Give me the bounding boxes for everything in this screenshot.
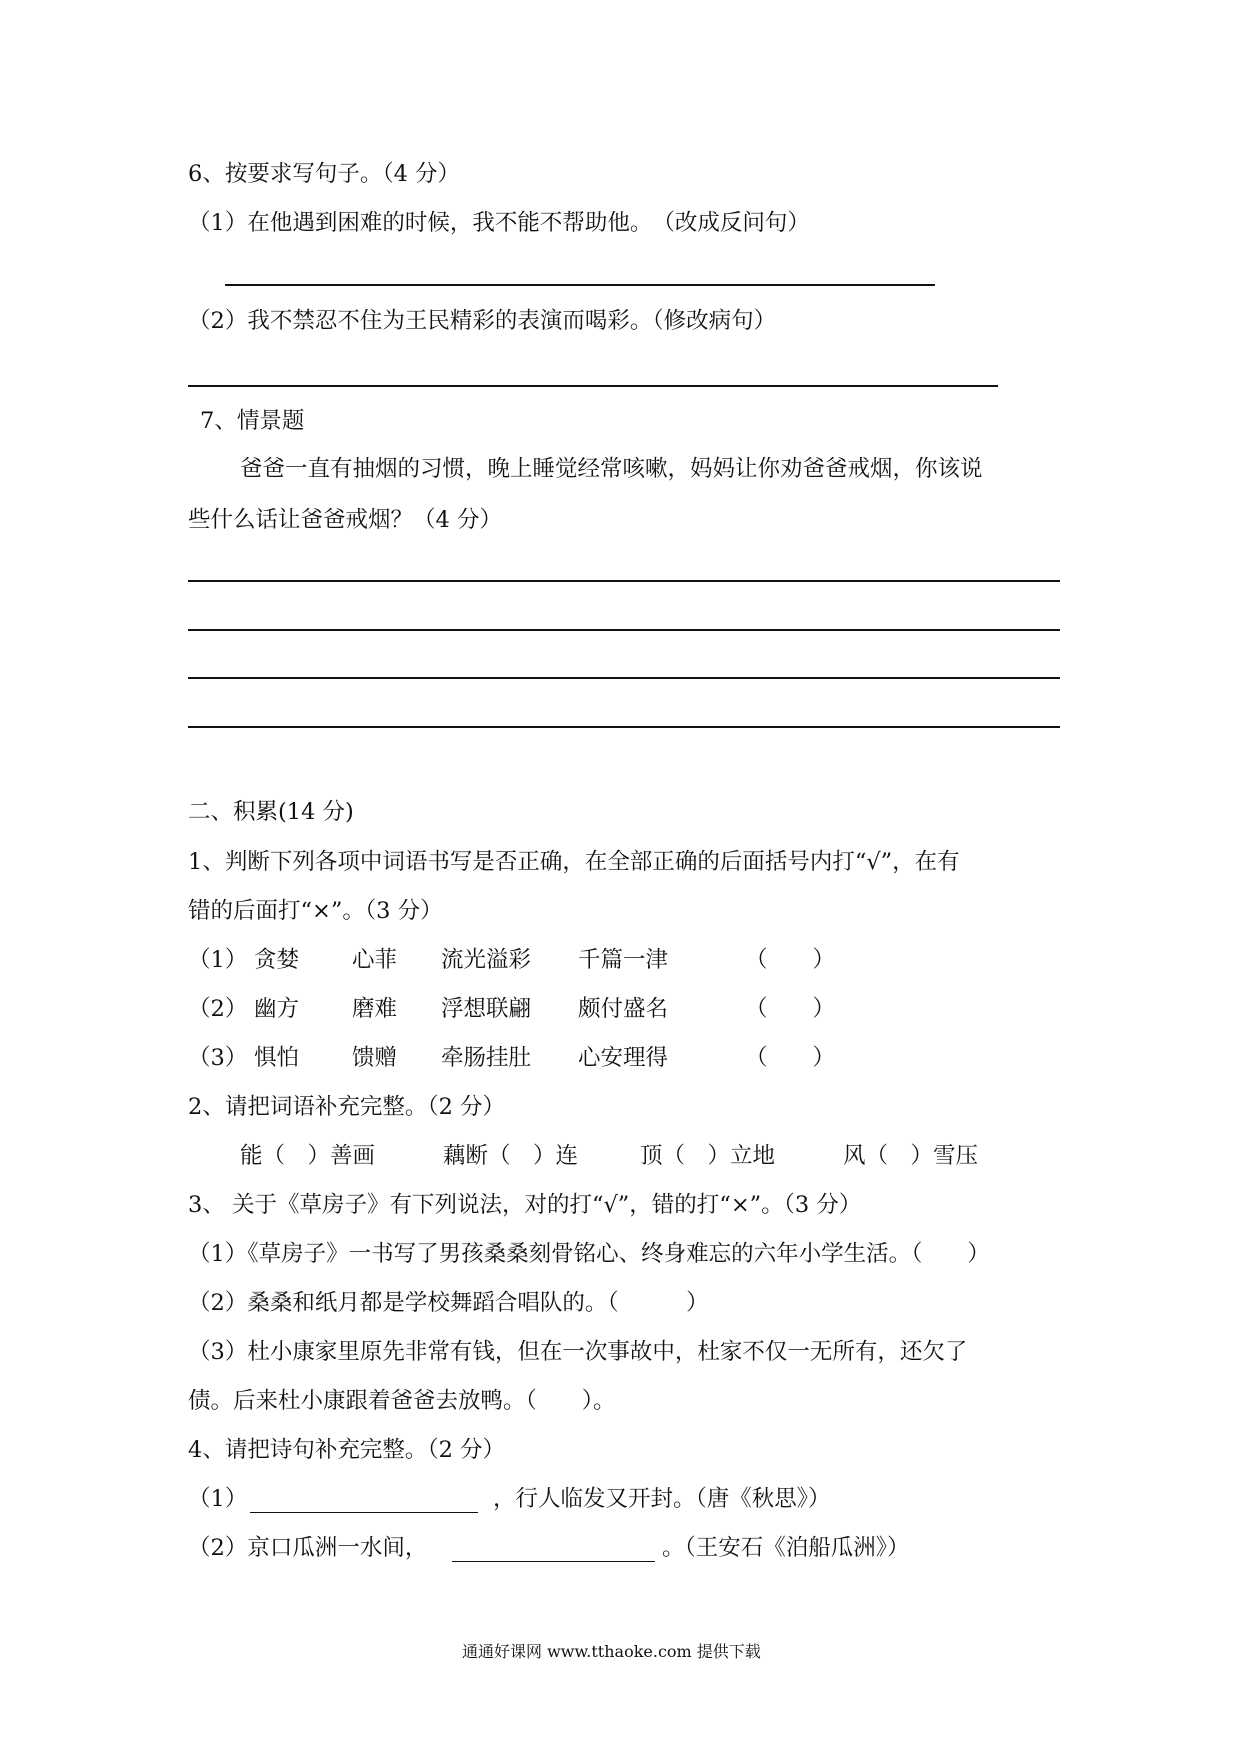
s2-q4-title: 4、请把诗句补充完整。（2 分） <box>188 1437 506 1463</box>
s2-q3-item-3-line-2: 债。后来杜小康跟着爸爸去放鸭。（ ）。 <box>188 1388 616 1414</box>
s2-q3-item-2: （2）桑桑和纸月都是学校舞蹈合唱队的。（ ） <box>188 1290 709 1316</box>
row-number: （3） <box>188 1045 248 1071</box>
answer-line-q7-3[interactable] <box>188 677 1060 679</box>
idiom-blank[interactable]: 顶（ ）立地 <box>640 1143 776 1169</box>
s2-q1-line-2: 错的后面打“×”。（3 分） <box>188 898 443 924</box>
idiom-blank[interactable]: 藕断（ ）连 <box>443 1143 579 1169</box>
poem-blank-1[interactable] <box>250 1512 478 1513</box>
word: 牵肠挂肚 <box>441 1045 532 1071</box>
poem-blank-2[interactable] <box>452 1561 655 1562</box>
word: 贪婪 <box>254 947 300 973</box>
section-2-title: 二、积累(14 分) <box>188 799 354 825</box>
word: 心菲 <box>352 947 398 973</box>
answer-line-q7-1[interactable] <box>188 580 1060 582</box>
s2-q3-item-1: （1）《草房子》一书写了男孩桑桑刻骨铭心、终身难忘的六年小学生活。（ ） <box>188 1241 990 1267</box>
s2-q4-item-2-suffix: 。（王安石《泊船瓜洲》） <box>662 1535 910 1561</box>
q7-prompt-line-1: 爸爸一直有抽烟的习惯，晚上睡觉经常咳嗽，妈妈让你劝爸爸戒烟，你该说 <box>240 456 983 482</box>
word: 磨难 <box>352 996 398 1022</box>
word: 心安理得 <box>578 1045 669 1071</box>
word: 惧怕 <box>254 1045 300 1071</box>
q7-title: 7、情景题 <box>200 408 305 434</box>
s2-q2-title: 2、请把词语补充完整。（2 分） <box>188 1094 506 1120</box>
idiom-blank[interactable]: 能（ ）善画 <box>240 1143 376 1169</box>
answer-line-q7-2[interactable] <box>188 629 1060 631</box>
s2-q1-line-1: 1、判断下列各项中词语书写是否正确，在全部正确的后面括号内打“√”，在有 <box>188 849 960 875</box>
word: 浮想联翩 <box>441 996 532 1022</box>
word: 千篇一津 <box>578 947 669 973</box>
s2-q3-title: 3、 关于《草房子》有下列说法，对的打“√”，错的打“×”。（3 分） <box>188 1192 862 1218</box>
word: 颇付盛名 <box>578 996 669 1022</box>
s2-q4-item-1-prefix: （1） <box>188 1486 248 1512</box>
s2-q3-item-3-line-1: （3）杜小康家里原先非常有钱，但在一次事故中，杜家不仅一无所有，还欠了 <box>188 1339 968 1365</box>
answer-parentheses[interactable]: （ ） <box>745 996 836 1022</box>
q6-item-2: （2）我不禁忍不住为王民精彩的表演而喝彩。（修改病句） <box>188 308 777 334</box>
row-number: （2） <box>188 996 248 1022</box>
row-number: （1） <box>188 947 248 973</box>
q7-prompt-line-2: 些什么话让爸爸戒烟？（4 分） <box>188 507 502 533</box>
answer-parentheses[interactable]: （ ） <box>745 1045 836 1071</box>
answer-line-q6-1[interactable] <box>225 284 935 286</box>
footer-credit: 通通好课网 www.tthaoke.com 提供下载 <box>462 1642 761 1661</box>
idiom-blank[interactable]: 风（ ）雪压 <box>843 1143 979 1169</box>
answer-line-q6-2[interactable] <box>188 385 998 387</box>
word: 馈赠 <box>352 1045 398 1071</box>
answer-parentheses[interactable]: （ ） <box>745 947 836 973</box>
answer-line-q7-4[interactable] <box>188 726 1060 728</box>
s2-q4-item-1-suffix: ，行人临发又开封。（唐《秋思》） <box>493 1486 831 1512</box>
word: 流光溢彩 <box>441 947 532 973</box>
q6-title: 6、按要求写句子。（4 分） <box>188 161 461 187</box>
word: 幽方 <box>254 996 300 1022</box>
q6-item-1: （1）在他遇到困难的时候，我不能不帮助他。 （改成反问句） <box>188 210 810 236</box>
s2-q4-item-2-prefix: （2）京口瓜洲一水间， <box>188 1535 428 1561</box>
